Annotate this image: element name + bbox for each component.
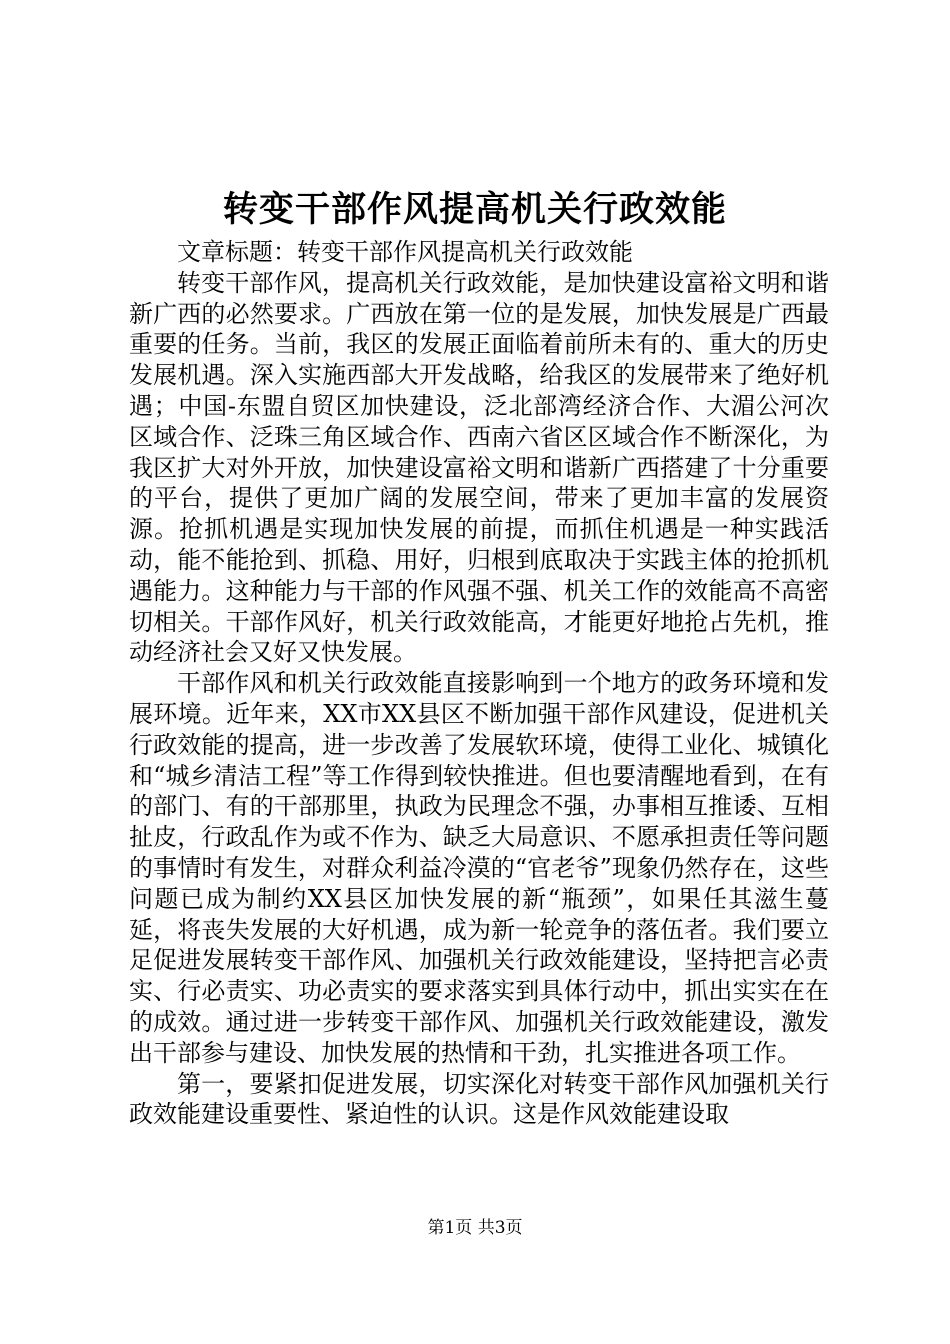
- paragraph-1: 转变干部作风，提高机关行政效能，是加快建设富裕文明和谐新广西的必然要求。广西放在第一位的是发展，加快发展是广西最重要的任务。当前，我区的发展正面临着前所未有的、重大的历史发展机遇。深入实施西部大开发战略，给我区的发展带来了绝好机遇；中国-东盟自贸区加快建设，泛北部湾经济合作、大湄公河次区域合作、泛珠三角区域合作、西南六省区区域合作不断深化，为我区扩大对外开放，加快建设富裕文明和谐新广西搭建了十分重要的平台，提供了更加广阔的发展空间，带来了更加丰富的发展资源。抢抓机遇是实现加快发展的前提，而抓住机遇是一种实践活动，能不能抢到、抓稳、用好，归根到底取决于实践主体的抢抓机遇能力。这种能力与干部的作风强不强、机关工作的效能高不高密切相关。干部作风好，机关行政效能高，才能更好地抢占先机，推动经济社会又好又快发展。: [129, 268, 829, 667]
- document-body: [129, 237, 829, 1130]
- paragraph-2: 干部作风和机关行政效能直接影响到一个地方的政务环境和发展环境。近年来，XX市XX县区不断加强干部作风建设，促进机关行政效能的提高，进一步改善了发展软环境，使得工业化、城镇化和“城乡清洁工程”等工作得到较快推进。但也要清醒地看到，在有的部门、有的干部那里，执政为民理念不强，办事相互推诿、互相扯皮，行政乱作为或不作为、缺乏大局意识、不愿承担责任等问题的事情时有发生，对群众利益冷漠的“官老爷”现象仍然存在，这些问题已成为制约XX县区加快发展的新“瓶颈”，如果任其滋生蔓延，将丧失发展的大好机遇，成为新一轮竞争的落伍者。我们要立足促进发展转变干部作风、加强机关行政效能建设，坚持把言必责实、行必责实、功必责实的要求落实到具体行动中，抓出实实在在的成效。通过进一步转变干部作风、加强机关行政效能建设，激发出干部参与建设、加快发展的热情和干劲，扎实推进各项工作。: [129, 669, 829, 1067]
- document-title: 转变干部作风提高机关行政效能: [222, 189, 727, 230]
- page-footer: [0, 1216, 950, 1240]
- paragraph-3: 第一，要紧扣促进发展，切实深化对转变干部作风加强机关行政效能建设重要性、紧迫性的认识。这是作风效能建设取: [129, 1069, 829, 1129]
- paragraph-article-title: 文章标题：转变干部作风提高机关行政效能: [177, 238, 633, 266]
- page-number: 第1页 共3页: [427, 1218, 523, 1238]
